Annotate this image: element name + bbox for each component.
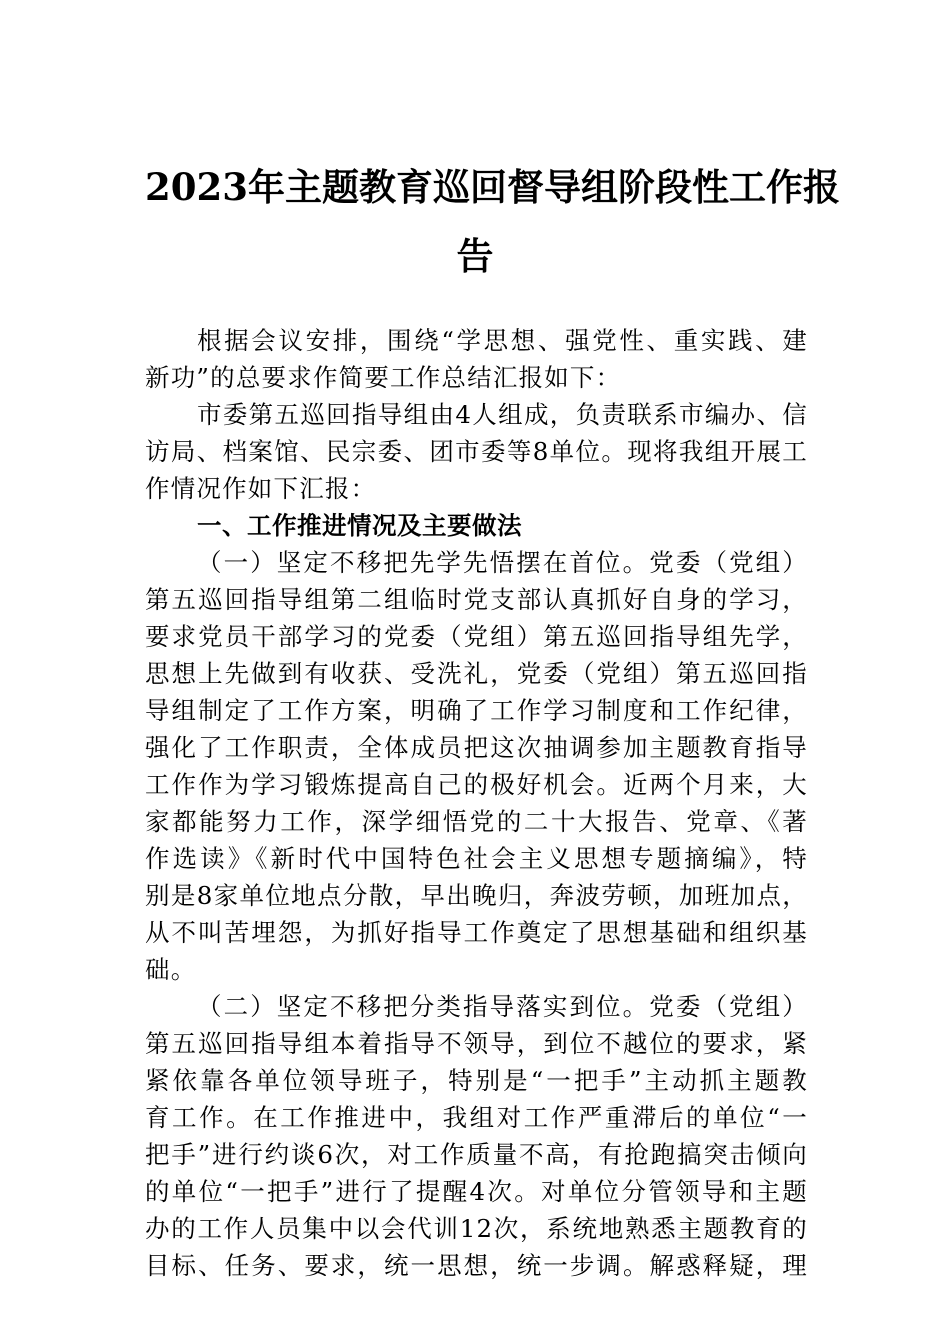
body-text-line: 目标、任务、要求，统一思想，统一步调。解惑释疑，理: [145, 1251, 808, 1280]
body-text-line: 根据会议安排，围绕“学思想、强党性、重实践、建: [197, 326, 808, 355]
body-text-line: 办的工作人员集中以会代训12次，系统地熟悉主题教育的: [145, 1214, 808, 1243]
body-text-line: （一）坚定不移把先学先悟摆在首位。党委（党组）: [197, 548, 808, 577]
body-text-line: 作情况作如下汇报：: [145, 474, 377, 503]
body-text-line: 作选读》《新时代中国特色社会主义思想专题摘编》，特: [145, 844, 808, 873]
body-text-line: 把手”进行约谈6次，对工作质量不高，有抢跑搞突击倾向: [145, 1140, 808, 1169]
body-text-line: 市委第五巡回指导组由4人组成，负责联系市编办、信: [197, 400, 808, 429]
body-text-line: （二）坚定不移把分类指导落实到位。党委（党组）: [197, 992, 808, 1021]
body-text-line: 家都能努力工作，深学细悟党的二十大报告、党章、《著: [145, 807, 808, 836]
body-text-line: 要求党员干部学习的党委（党组）第五巡回指导组先学，: [145, 622, 808, 651]
body-text-line: 工作作为学习锻炼提高自己的极好机会。近两个月来，大: [145, 770, 808, 799]
body-text-line: 别是8家单位地点分散，早出晚归，奔波劳顿，加班加点，: [145, 881, 808, 910]
body-text-line: 第五巡回指导组本着指导不领导，到位不越位的要求，紧: [145, 1029, 808, 1058]
body-text-line: 思想上先做到有收获、受洗礼，党委（党组）第五巡回指: [145, 659, 808, 688]
body-text-line: 导组制定了工作方案，明确了工作学习制度和工作纪律，: [145, 696, 808, 725]
body-text-line: 础。: [145, 955, 197, 984]
body-text-line: 第五巡回指导组第二组临时党支部认真抓好自身的学习，: [145, 585, 808, 614]
body-text-line: 强化了工作职责，全体成员把这次抽调参加主题教育指导: [145, 733, 808, 762]
body-text-line: 从不叫苦埋怨，为抓好指导工作奠定了思想基础和组织基: [145, 918, 808, 947]
document-title-line-2: 告: [456, 234, 494, 278]
document-title-line-1: 2023年主题教育巡回督导组阶段性工作报: [145, 165, 840, 209]
body-text-line: 新功”的总要求作简要工作总结汇报如下：: [145, 363, 622, 392]
section-heading: 一、工作推进情况及主要做法: [197, 511, 522, 540]
body-text-line: 访局、档案馆、民宗委、团市委等8单位。现将我组开展工: [145, 437, 808, 466]
document-body: [145, 322, 808, 1284]
body-text-line: 紧依靠各单位领导班子，特别是“一把手”主动抓主题教: [145, 1066, 808, 1095]
body-text-line: 育工作。在工作推进中，我组对工作严重滞后的单位“一: [145, 1103, 808, 1132]
body-text-line: 的单位“一把手”进行了提醒4次。对单位分管领导和主题: [145, 1177, 808, 1206]
